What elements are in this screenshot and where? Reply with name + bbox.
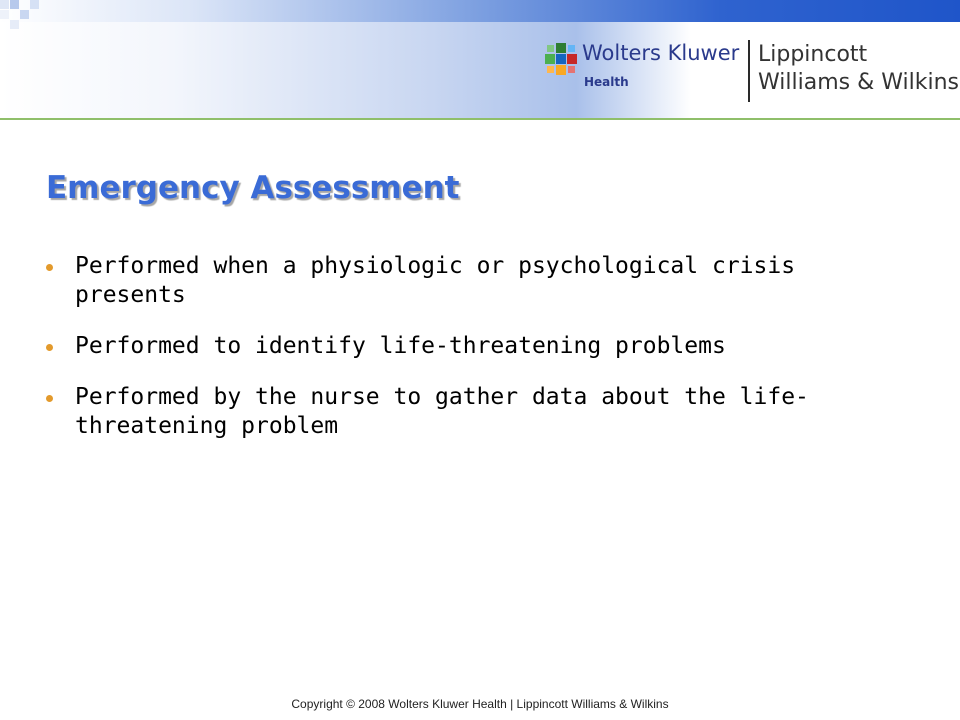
bullet-item [46,252,906,310]
logo-company-name: Wolters Kluwer [582,41,740,65]
logo-divider [748,40,750,102]
footer-copyright: Copyright © 2008 Wolters Kluwer Health | Lippincott Williams & Wilkins [291,697,669,711]
slide-title: Emergency Assessment [46,170,460,206]
bullet-text: Performed by the nurse to gather data about the life-threatening problem [75,384,809,439]
bullet-text: Performed to identify life-threatening problems [75,333,726,359]
bullet-icon [46,344,53,351]
logo-division-name: Health [584,75,629,89]
wolters-kluwer-logo-icon [544,42,578,76]
bullet-icon [46,264,53,271]
publisher-logo [540,32,960,112]
header-banner [0,0,960,118]
logo-imprint-line2: Williams & Wilkins [758,70,959,95]
bullet-item [46,332,906,361]
bullet-list [46,252,906,463]
bullet-icon [46,395,53,402]
bullet-item [46,383,906,441]
logo-imprint-line1: Lippincott [758,42,868,67]
header-gradient-bar [0,0,960,22]
decorative-mosaic [0,0,60,30]
bullet-text: Performed when a physiologic or psychological crisis presents [75,253,796,308]
header-divider [0,118,960,120]
